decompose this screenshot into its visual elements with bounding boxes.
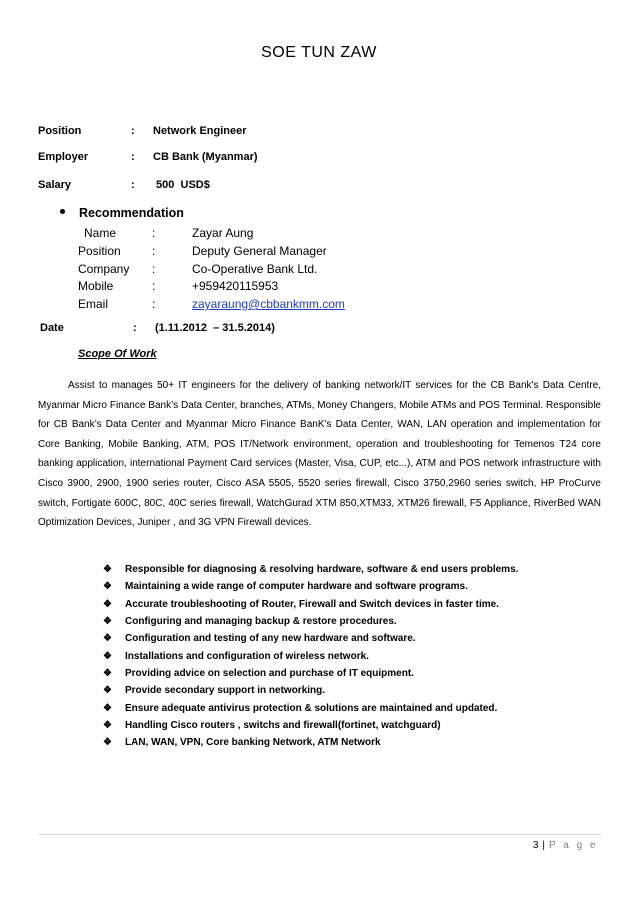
bullet-dot-icon [60,209,65,214]
footer-divider [38,834,601,835]
detail-colon: : [131,179,135,191]
scope-heading: Scope Of Work [78,348,157,360]
list-item-text: Responsible for diagnosing & resolving hardware, software & end users problems. [125,564,519,576]
diamond-bullet-icon: ❖ [103,581,112,593]
list-item [103,613,518,630]
detail-label: Employer [38,151,89,163]
recommendation-value: Zayar Aung [192,226,254,240]
recommendation-value: +959420115953 [192,279,279,293]
list-item [103,699,518,716]
date-colon: : [133,322,137,334]
list-item-text: Ensure adequate antivirus protection & solutions are maintained and updated. [125,702,498,714]
list-item-text: Accurate troubleshooting of Router, Firewall and Switch devices in faster time. [125,598,499,610]
detail-label: Position [38,125,82,137]
detail-colon: : [131,151,135,163]
responsibilities-list [103,561,518,751]
list-item [103,682,518,699]
list-item-text: Configuration and testing of any new hardware and software. [125,633,416,645]
list-item [103,596,518,613]
recommendation-heading [60,206,184,220]
diamond-bullet-icon: ❖ [103,719,112,731]
email-link[interactable]: zayaraung@cbbankmm.com [192,297,345,311]
list-item [103,734,518,751]
list-item-text: Providing advice on selection and purchase of IT equipment. [125,667,414,679]
document-title: SOE TUN ZAW [261,44,377,61]
recommendation-label: Company [78,262,130,276]
detail-label: Salary [38,179,72,191]
recommendation-value: Deputy General Manager [192,244,327,258]
list-item [103,665,518,682]
recommendation-colon: : [152,226,156,240]
diamond-bullet-icon: ❖ [103,685,112,697]
recommendation-label: Mobile [78,279,114,293]
detail-value: 500 USD$ [153,179,210,191]
recommendation-label: Position [78,244,121,258]
recommendation-heading-text: Recommendation [79,206,184,220]
diamond-bullet-icon: ❖ [103,633,112,645]
diamond-bullet-icon: ❖ [103,702,112,714]
recommendation-colon: : [152,262,156,276]
footer-separator: | [542,840,545,851]
page-number: 3 [532,840,539,851]
detail-value: Network Engineer [153,125,247,137]
list-item [103,647,518,664]
diamond-bullet-icon: ❖ [103,650,112,662]
diamond-bullet-icon: ❖ [103,598,112,610]
page-word: P a g e [548,840,598,851]
list-item-text: Provide secondary support in networking. [125,685,326,697]
recommendation-colon: : [152,244,156,258]
list-item-text: Maintaining a wide range of computer hardware and software programs. [125,581,468,593]
recommendation-value: Co-Operative Bank Ltd. [192,262,318,276]
diamond-bullet-icon: ❖ [103,564,112,576]
diamond-bullet-icon: ❖ [103,616,112,628]
scope-paragraph [38,376,601,533]
recommendation-colon: : [152,297,156,311]
detail-value: CB Bank (Myanmar) [153,151,258,163]
list-item [103,561,518,578]
list-item [103,578,518,595]
list-item-text: Handling Cisco routers , switchs and firewall(fortinet, watchguard) [125,719,441,731]
recommendation-label: Name [84,226,117,240]
diamond-bullet-icon: ❖ [103,667,112,679]
scope-paragraph-text: Assist to manages 50+ IT engineers for the delivery of banking network/IT services for the CB Bank's Data Centre, Myanmar Micro Finance Bank’s Data Center, branches, ATMs, Money Changers, Mobile ATMs and POS Terminal. Responsible for CB Bank’s Data Center and Myanmar Micro Finance BanK’s Data Center, WAN, LAN operation and implementation for Core Banking, Mobile Banking, ATM, POS IT/Network environment, operation and troubleshooting for Temenos T24 core banking application, international Payment Card services (Master, Visa, CUP, etc...), ATM and POS network infrastructure with Cisco 3900, 2900, 1900 series router, Cisco ASA 5505, 5520 series firewall, Cisco 3750,2960 series switch, HP ProCurve switch, Fortigate 600C, 80C, 40C series firewall, WatchGurad XTM 850,XTM33, XTM26 firewall, F5 Appliance, RiverBed WAN Optimization Devices, Juniper , and 3G VPN Firewall devices. [38,380,601,529]
date-value: (1.11.2012 – 31.5.2014) [155,322,275,334]
recommendation-label: Email [78,297,109,311]
page-footer [533,840,598,851]
diamond-bullet-icon: ❖ [103,737,112,749]
list-item [103,630,518,647]
list-item [103,717,518,734]
recommendation-colon: : [152,279,156,293]
list-item-text: LAN, WAN, VPN, Core banking Network, ATM Network [125,737,381,749]
date-label: Date [40,322,64,334]
list-item-text: Configuring and managing backup & restore procedures. [125,616,397,628]
list-item-text: Installations and configuration of wireless network. [125,650,369,662]
detail-colon: : [131,125,135,137]
